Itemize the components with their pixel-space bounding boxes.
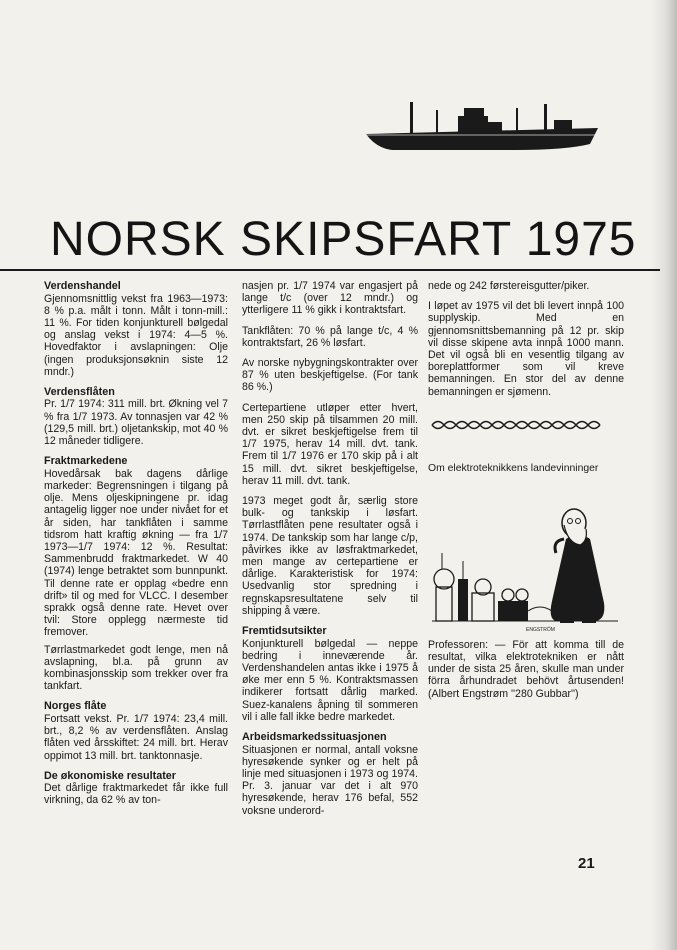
- section-text-fraktmarkedene: Hovedårsak bak dagens dårlige markeder: Begrensningen i tilgang på olje. Mens oljeskipningene pr. idag antagelig ligger noe under nivået for et år siden, har tankflåten i samme tidsrom hatt kraftig økning — fra 1/7 1973—1/7 1974: 12 %. Resultat: Sammenbrudd fraktmarkedet. W 40 (1974) lenge betraktet som bunnpunkt. Til denne rate er opplag «bedre enn drift» til og med for VLCC. I desember sprakk også denne rate. Hevet over tvil: Store opplegg nærmeste tid fremover.: [44, 467, 228, 639]
- section-heading-fremtidsutsikter: Fremtidsutsikter: [242, 625, 327, 638]
- section-heading-fraktmarkedene: Fraktmarkedene: [44, 455, 128, 468]
- cartoon-quote: Professoren: — För att komma till de resultat, vilka elektrotekniken er nått under de sista 25 åren, skulle man under förra århundradet behövt årtusenden! (Albert Engstrøm ''280 Gubbar''): [428, 638, 624, 700]
- section-heading-arbeidsmarked: Arbeidsmarkedssituasjonen: [242, 731, 387, 743]
- section-text-verdensflaten: Pr. 1/7 1974: 311 mill. brt. Økning vel 7 % fra 1/7 1973. Av tonnasjen var 42 % (129,5 mill. brt.) oljetankskip, mot 40 % 12 måneder tidligere.: [44, 398, 228, 448]
- paragraph-forstereis: nede og 242 førstereisgutter/piker.: [428, 280, 590, 292]
- section-heading-verdensflaten: Verdensflåten: [44, 385, 115, 398]
- page-title: NORSK SKIPSFART 1975: [50, 213, 637, 266]
- section-text-okonomiske-resultater: Det dårlige fraktmarkedet får ikke full virkning, da 62 % av ton-: [44, 782, 228, 807]
- ship-silhouette-icon: [366, 100, 598, 156]
- cartoon-signature: ENGSTRÖM: [526, 626, 555, 633]
- page-number: 21: [578, 855, 595, 872]
- title-rule: [0, 269, 660, 271]
- paragraph-1973: 1973 meget godt år, særlig store bulk- og tankskip i løsfart. Tørrlastflåten pene resultater også i 1974. De tankskip som har lange c/p, påvirkes ikke av løsfraktmarkedet, men mange av certepartiene er dårlige. Karakteristisk for 1974: Usedvanlig stor spredning i regnskapsresultatene selv til shipping å være.: [242, 495, 418, 617]
- section-text-arbeidsmarked: Situasjonen er normal, antall voksne hyresøkende synker og er helt på linje med situasjonen i 1973 og 1974. Pr. 3. januar var det i alt 970 hyresøkende, herav 176 befal, 552 voksne underord-: [242, 743, 418, 817]
- page-edge-shadow: [651, 0, 677, 950]
- paragraph-tankflaten: Tankflåten: 70 % på lange t/c, 4 % kontraktsfart, 26 % løsfart.: [242, 324, 418, 349]
- column-1: [44, 280, 228, 815]
- section-heading-verdenshandel: Verdenshandel: [44, 280, 121, 292]
- paragraph-supplyskip: I løpet av 1975 vil det bli levert innpå 100 supplyskip. Med en gjennomsnittsbemanning på 12 pr. skip vil disse skipene avta innpå 1000 mann. Det vil også bli en vesentlig tilgang av boreplattformer som vil kreve bemanningen. En stor del av denne bemanningen er sjømenn.: [428, 300, 624, 398]
- section-heading-norges-flate: Norges flåte: [44, 700, 107, 713]
- column-3: [428, 280, 624, 708]
- section-text-verdenshandel: Gjennomsnittlig vekst fra 1963—1973: 8 % p.a. målt i tonn. Målt i tonn-mill.: 11 %. For tiden konjunkturell bølgedal og anslag vekst i 1974: 4—5 %. Hovedfaktor i avslapningen: Olje (ingen produksjonsøknin siste 12 mndr.): [44, 292, 228, 378]
- section-text-torrlast: Tørrlastmarkedet godt lenge, men nå avslapning, bl.a. på grunn av kombinasjonsskip som trekker over fra tankfart.: [44, 643, 228, 693]
- column-2: [242, 280, 418, 825]
- cartoon-caption-title: Om elektroteknikkens landevinninger: [428, 462, 599, 474]
- paragraph-certepartiene: Certepartiene utløper etter hvert, men 250 skip på tilsammen 20 mill. dvt. er sikret beskjeftigelse frem til 1/7 1975, herav 14 mill. dvt. tank. Frem til 1/7 1976 er 170 skip på i alt 15 mill. dvt. sikret beskjeftigelse, herav 11 mill. dvt. tank.: [242, 401, 418, 487]
- section-heading-okonomiske-resultater: De økonomiske resultater: [44, 769, 177, 782]
- professor-cartoon-illustration: [428, 483, 624, 633]
- section-text-fremtidsutsikter: Konjunkturell bølgedal — neppe bedring i inneværende år. Verdenshandelen antas ikke i 1975 å øke mer enn 5 %. Kontraktsmassen indikerer fortsatt dårlig marked. Suez-kanalens åpning til sommeren vil i alle fall ikke bedre markedet.: [242, 637, 418, 723]
- section-text-norges-flate: Fortsatt vekst. Pr. 1/7 1974: 23,4 mill. brt., 8,2 % av verdensflåten. Anslag flåten ved årsskiftet: 24 mill. brt. Herav oppimot 13 mill. brt. tanktonnasje.: [44, 712, 228, 762]
- paragraph-nybygningskontrakter: Av norske nybygningskontrakter over 87 % uten beskjeftigelse. (For tank 86 %.): [242, 357, 418, 394]
- paragraph-engasjert: nasjen pr. 1/7 1974 var engasjert på lange t/c (over 12 mndr.) og ytterligere 11 % gikk i kontraktsfart.: [242, 280, 418, 317]
- wave-ornament-icon: [430, 418, 606, 432]
